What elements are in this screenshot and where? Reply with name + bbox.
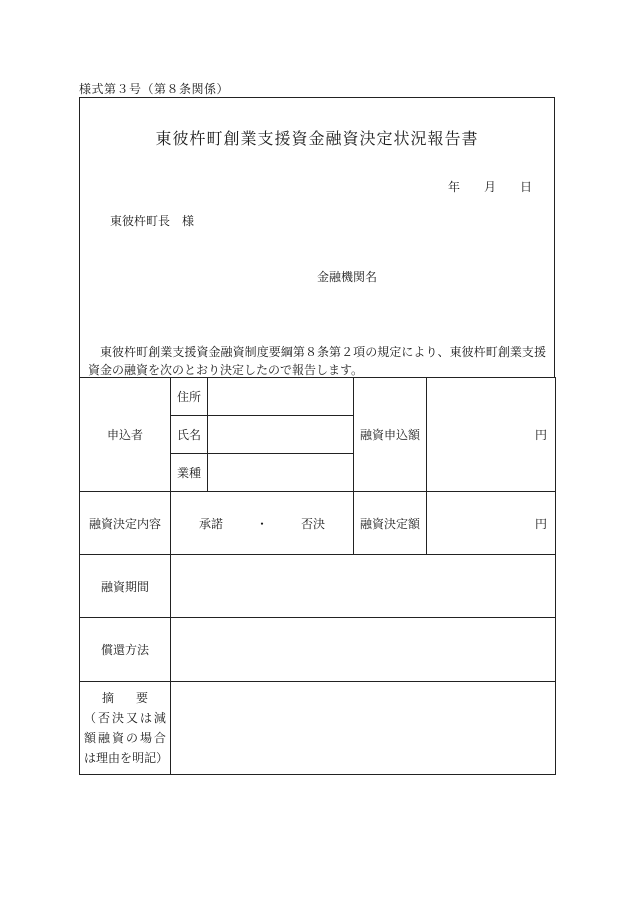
- date-day-label: 日: [519, 180, 532, 194]
- decision-content-label: 融資決定内容: [80, 492, 171, 555]
- remarks-label: [80, 682, 171, 775]
- loan-request-field[interactable]: [427, 378, 556, 492]
- separator-dot: ・: [255, 516, 268, 531]
- reject-option[interactable]: 否決: [300, 516, 325, 531]
- table-row: [80, 682, 556, 775]
- date-year-label: 年: [447, 180, 460, 194]
- remarks-line-3: 額 融 資 の 場 合: [84, 731, 166, 745]
- loan-period-field[interactable]: [171, 555, 556, 618]
- approve-option[interactable]: 承諾: [199, 516, 224, 531]
- date-row: [448, 178, 532, 195]
- loan-decided-field[interactable]: [427, 492, 556, 555]
- report-table: [79, 377, 556, 775]
- institution-label: 金融機関名: [317, 270, 378, 284]
- yen-unit: 円: [534, 516, 547, 531]
- remarks-line-1: 摘 要: [102, 691, 148, 705]
- industry-label: 業種: [171, 454, 208, 492]
- remarks-line-2: （ 否 決 又 は 減: [84, 711, 166, 725]
- body-text: 東彼杵町創業支援資金融資制度要綱第８条第２項の規定により、東彼杵町創業支援資金の融資を次のとおり決定したので報告します。: [88, 345, 546, 377]
- table-row: [80, 555, 556, 618]
- name-field[interactable]: [208, 416, 354, 454]
- loan-decided-label: 融資決定額: [354, 492, 427, 555]
- industry-field[interactable]: [208, 454, 354, 492]
- table-row: [80, 378, 556, 416]
- repayment-label: 償還方法: [80, 618, 171, 682]
- repayment-field[interactable]: [171, 618, 556, 682]
- address-label: 住所: [171, 378, 208, 416]
- remarks-line-4: は 理 由 を 明 記 ）: [84, 751, 169, 765]
- table-row: [80, 492, 556, 555]
- address-field[interactable]: [208, 378, 354, 416]
- decision-choice[interactable]: [171, 492, 354, 555]
- document-title: 東彼杵町創業支援資金融資決定状況報告書: [155, 129, 479, 148]
- name-label: 氏名: [171, 416, 208, 454]
- addressee: 東彼杵町長 様: [110, 214, 195, 228]
- applicant-label: 申込者: [80, 378, 171, 492]
- table-row: [80, 618, 556, 682]
- report-header-frame: [79, 97, 555, 377]
- remarks-field[interactable]: [171, 682, 556, 775]
- loan-period-label: 融資期間: [80, 555, 171, 618]
- loan-request-label: 融資申込額: [354, 378, 427, 492]
- yen-unit: 円: [534, 428, 547, 442]
- date-month-label: 月: [483, 180, 496, 194]
- form-number-label: 様式第３号（第８条関係）: [79, 82, 230, 96]
